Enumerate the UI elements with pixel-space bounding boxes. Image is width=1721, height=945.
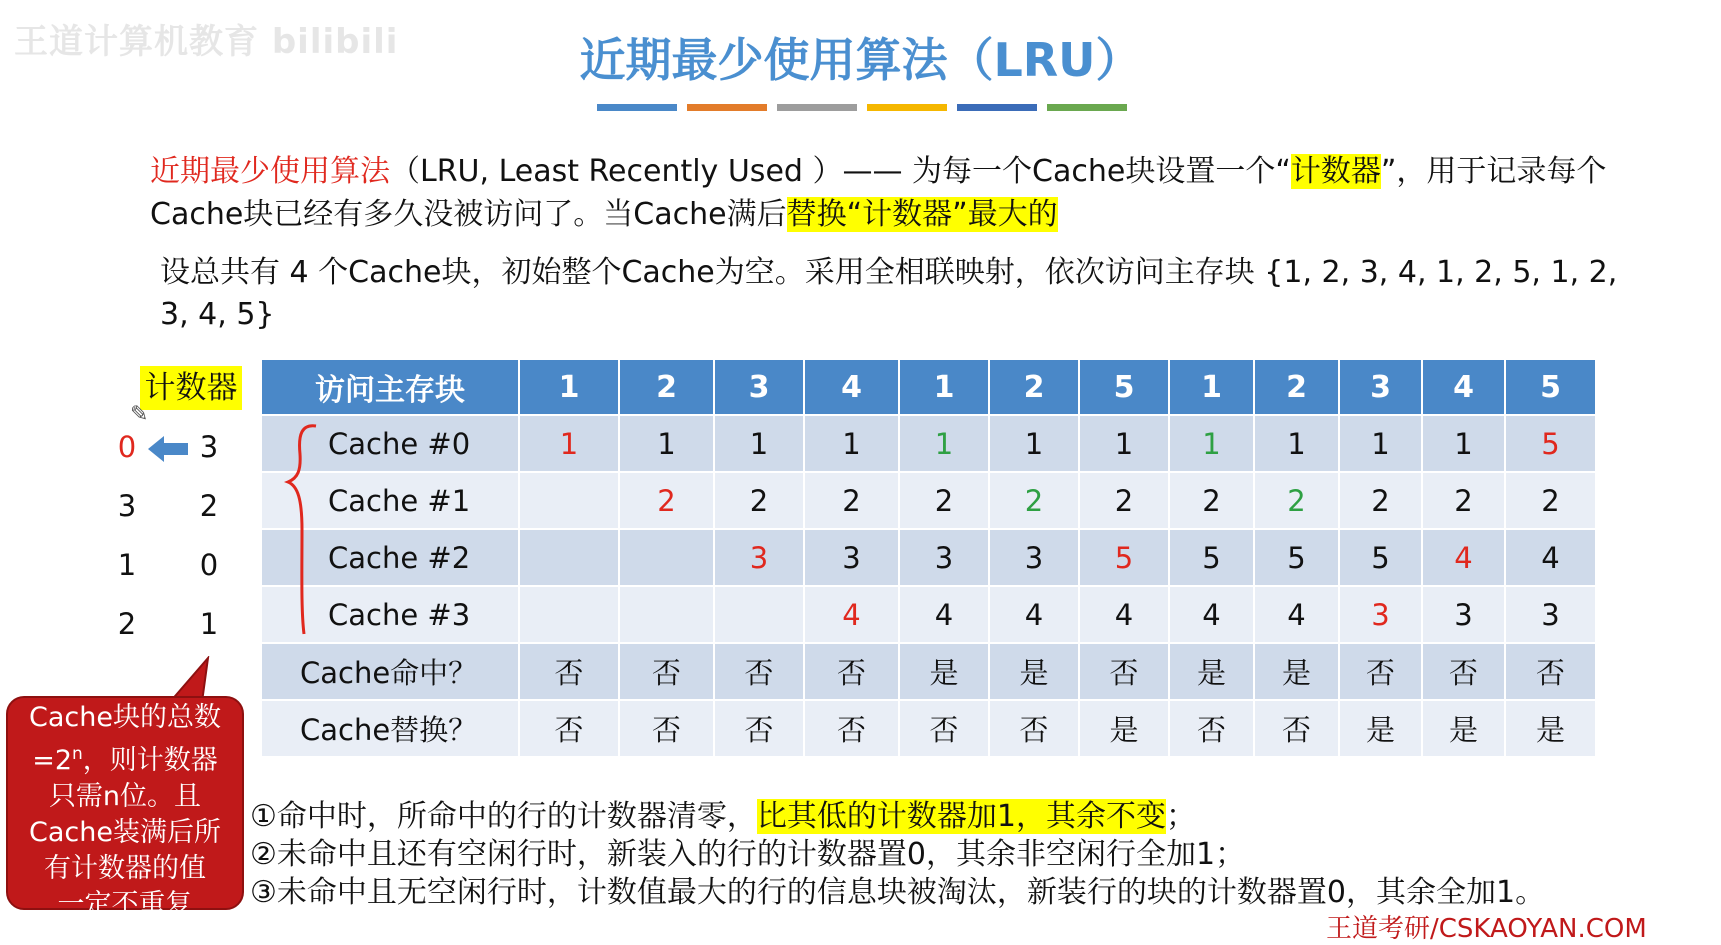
- cache-cell: 2: [1169, 472, 1254, 529]
- cache-cell: 3: [714, 529, 804, 586]
- callout-box: [6, 696, 244, 920]
- rule-2: ②未命中且还有空闲行时，新装入的行的计数器置0，其余非空闲行全加1；: [250, 837, 1246, 872]
- callout-line: $=2^n$，则计数器: [32, 744, 218, 776]
- access-header-cell: 2: [1254, 359, 1339, 415]
- replace-cell: 是: [1505, 700, 1596, 757]
- hit-cell: 是: [1169, 643, 1254, 700]
- cache-cell: 5: [1339, 529, 1422, 586]
- cache-cell: [619, 586, 714, 643]
- callout-line: Cache装满后所: [29, 817, 221, 848]
- problem-statement: 设总共有 4 个Cache块，初始整个Cache为空。采用全相联映射，依次访问主存块 {1, 2, 3, 4, 1, 2, 5, 1, 2, 3, 4, 5}: [160, 255, 1618, 332]
- cache-cell: 1: [519, 415, 619, 472]
- color-bar: [867, 104, 947, 111]
- table-row: [261, 700, 1596, 757]
- cache-cell: [714, 586, 804, 643]
- rules-list: [250, 798, 1690, 912]
- color-bar: [777, 104, 857, 111]
- hit-cell: 否: [1422, 643, 1505, 700]
- cache-cell: 4: [899, 586, 989, 643]
- cache-cell: 5: [1505, 415, 1596, 472]
- cache-cell: 2: [1339, 472, 1422, 529]
- cache-cell: [519, 586, 619, 643]
- cache-cell: 3: [899, 529, 989, 586]
- color-bar: [957, 104, 1037, 111]
- row-label: Cache #1: [261, 472, 519, 529]
- replace-cell: 否: [1254, 700, 1339, 757]
- definition-after-counter: ”，用于记录每个Cache块已经有多久没被访问了。当Cache满后: [150, 154, 1607, 232]
- access-header-cell: 1: [1169, 359, 1254, 415]
- cache-cell: 4: [989, 586, 1079, 643]
- cache-cell: 4: [1254, 586, 1339, 643]
- cache-cell: 3: [1505, 586, 1596, 643]
- cache-cell: 1: [899, 415, 989, 472]
- cache-cell: [519, 529, 619, 586]
- lru-table: [260, 358, 1597, 758]
- cache-cell: 1: [1339, 415, 1422, 472]
- counter-label: 计数器: [140, 366, 242, 410]
- replace-cell: 是: [1079, 700, 1169, 757]
- hit-cell: 否: [1505, 643, 1596, 700]
- hit-cell: 是: [899, 643, 989, 700]
- cache-cell: 2: [619, 472, 714, 529]
- counter-before-3: 2: [117, 607, 137, 641]
- handwritten-brace: [284, 420, 324, 642]
- access-header-cell: 2: [619, 359, 714, 415]
- access-header-cell: 5: [1079, 359, 1169, 415]
- table-header-row: [261, 359, 1596, 415]
- cache-cell: 2: [1422, 472, 1505, 529]
- cache-cell: [619, 529, 714, 586]
- counter-after-0: 3: [199, 430, 219, 464]
- replace-cell: 否: [619, 700, 714, 757]
- cache-cell: 4: [1422, 529, 1505, 586]
- cache-cell: 3: [989, 529, 1079, 586]
- hit-cell: 否: [714, 643, 804, 700]
- replace-cell: 否: [804, 700, 899, 757]
- hit-cell: 是: [989, 643, 1079, 700]
- cache-cell: 5: [1079, 529, 1169, 586]
- callout-line: 有计数器的值: [44, 853, 206, 884]
- cache-cell: 1: [1422, 415, 1505, 472]
- page-title: 近期最少使用算法（LRU）: [579, 33, 1142, 87]
- replace-cell: 否: [1169, 700, 1254, 757]
- watermark: 王道计算机教育 bilibili: [14, 22, 399, 62]
- replace-cell: 否: [899, 700, 989, 757]
- cache-cell: [519, 472, 619, 529]
- cache-cell: 2: [804, 472, 899, 529]
- title-color-bars: [597, 104, 1127, 111]
- counter-after-2: 0: [199, 548, 219, 582]
- cache-cell: 5: [1254, 529, 1339, 586]
- cache-cell: 1: [804, 415, 899, 472]
- replace-cell: 否: [519, 700, 619, 757]
- cache-cell: 4: [1505, 529, 1596, 586]
- access-header-cell: 2: [989, 359, 1079, 415]
- access-header-cell: 1: [519, 359, 619, 415]
- footer-watermark: 王道考研/CSKAOYAN.COM: [1326, 914, 1647, 944]
- replace-cell: 否: [989, 700, 1079, 757]
- hit-cell: 否: [619, 643, 714, 700]
- cache-cell: 2: [1079, 472, 1169, 529]
- rule-3: ③未命中且无空闲行时，计数值最大的行的信息块被淘汰，新装行的块的计数器置0，其余全加1。: [250, 875, 1546, 910]
- hit-cell: 否: [804, 643, 899, 700]
- hit-cell: 是: [1254, 643, 1339, 700]
- replace-cell: 否: [714, 700, 804, 757]
- cache-cell: 1: [1079, 415, 1169, 472]
- cache-cell: 3: [1339, 586, 1422, 643]
- rule-1: ①命中时，所命中的行的计数器清零，比其低的计数器加1，其余不变；: [250, 799, 1196, 834]
- cache-cell: 2: [899, 472, 989, 529]
- cache-cell: 3: [804, 529, 899, 586]
- table-row: [261, 529, 1596, 586]
- cache-cell: 5: [1169, 529, 1254, 586]
- cache-cell: 4: [1079, 586, 1169, 643]
- row-label: Cache命中？: [261, 643, 519, 700]
- cache-cell: 1: [619, 415, 714, 472]
- cache-cell: 2: [1254, 472, 1339, 529]
- cache-cell: 2: [714, 472, 804, 529]
- cache-cell: 2: [1505, 472, 1596, 529]
- hit-cell: 否: [1339, 643, 1422, 700]
- counter-highlight: 计数器: [1290, 154, 1381, 189]
- replace-cell: 是: [1339, 700, 1422, 757]
- access-header-cell: 5: [1505, 359, 1596, 415]
- table-row: [261, 415, 1596, 472]
- replace-highlight: 替换“计数器”最大的: [786, 197, 1058, 232]
- hit-cell: 否: [519, 643, 619, 700]
- row-label: Cache #2: [261, 529, 519, 586]
- access-header-cell: 1: [899, 359, 989, 415]
- row-label: Cache替换？: [261, 700, 519, 757]
- access-header-cell: 3: [714, 359, 804, 415]
- definition-term-paren: （LRU, Least Recently Used ）: [390, 154, 843, 189]
- cache-cell: 1: [989, 415, 1079, 472]
- color-bar: [1047, 104, 1127, 111]
- definition-paragraph: [150, 150, 1620, 236]
- cache-cell: 3: [1422, 586, 1505, 643]
- callout-line: 一定不重复: [57, 889, 193, 920]
- row-label: Cache #3: [261, 586, 519, 643]
- definition-dash-text: —— 为每一个Cache块设置一个“: [842, 154, 1291, 189]
- table-row: [261, 586, 1596, 643]
- header-label: 访问主存块: [261, 359, 519, 415]
- definition-term: 近期最少使用算法: [150, 154, 390, 189]
- cache-cell: 1: [1169, 415, 1254, 472]
- left-arrow-icon: [146, 434, 190, 464]
- color-bar: [597, 104, 677, 111]
- callout-line: Cache块的总数: [29, 702, 221, 733]
- counter-before-2: 1: [117, 548, 137, 582]
- cache-cell: 1: [714, 415, 804, 472]
- cache-cell: 1: [1254, 415, 1339, 472]
- table-row: [261, 472, 1596, 529]
- table-row: [261, 643, 1596, 700]
- callout-line: 只需n位。且: [48, 781, 202, 812]
- access-header-cell: 4: [1422, 359, 1505, 415]
- cache-cell: 2: [989, 472, 1079, 529]
- counter-after-1: 2: [199, 489, 219, 523]
- counter-after-3: 1: [199, 607, 219, 641]
- cache-cell: 4: [804, 586, 899, 643]
- pencil-icon: ✎: [130, 402, 149, 427]
- replace-cell: 是: [1422, 700, 1505, 757]
- row-label: Cache #0: [261, 415, 519, 472]
- color-bar: [687, 104, 767, 111]
- access-header-cell: 4: [804, 359, 899, 415]
- cache-cell: 4: [1169, 586, 1254, 643]
- counter-before-0: 0: [117, 430, 137, 464]
- access-header-cell: 3: [1339, 359, 1422, 415]
- counter-before-1: 3: [117, 489, 137, 523]
- hit-cell: 否: [1079, 643, 1169, 700]
- rule-1-highlight: 比其低的计数器加1，其余不变: [756, 799, 1166, 834]
